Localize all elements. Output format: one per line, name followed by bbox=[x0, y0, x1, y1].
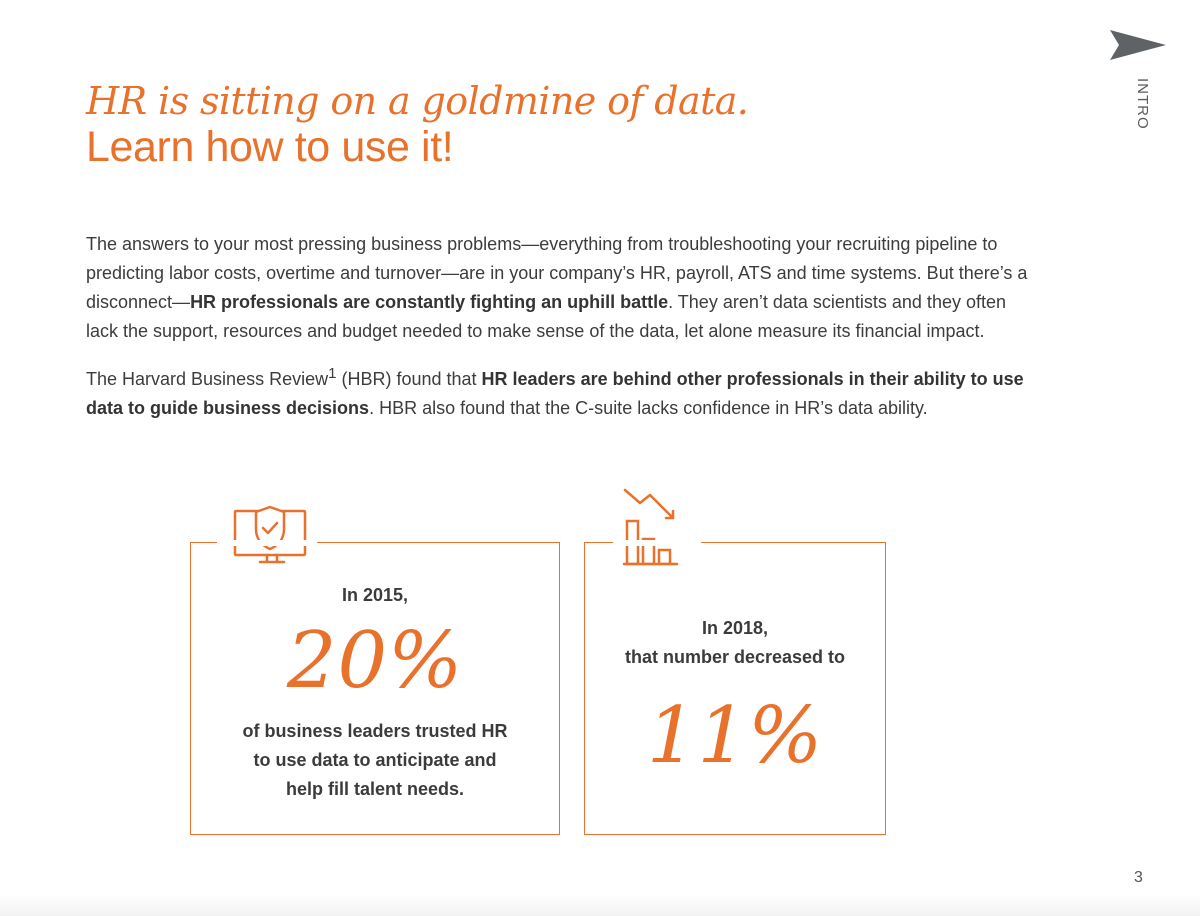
right-card-description-line-1: In 2018, bbox=[701, 618, 769, 638]
right-card-border-gap bbox=[613, 540, 701, 546]
body-copy bbox=[86, 230, 1036, 436]
left-card-percent: 20% bbox=[286, 616, 464, 706]
intro-paragraph-text-1: The answers to your most pressing business problems—everything from troubleshooting your recruiting pipeline to predicting labor costs, overtime and turnover—are in your company’s HR, payroll, ATS and time systems. But there’s a disconnect— bbox=[86, 234, 1028, 312]
corner-arrow-icon bbox=[1108, 30, 1166, 60]
page-number: 3 bbox=[1134, 869, 1143, 886]
hbr-paragraph-bold-text: HR leaders are behind other professionals in their ability to use data to guide business decisions bbox=[86, 369, 1024, 418]
left-card-description-line-1: of business leaders trusted HR bbox=[242, 721, 508, 741]
title-block bbox=[86, 79, 786, 171]
hbr-paragraph-text-2: (HBR) found that bbox=[336, 369, 482, 389]
left-card-description bbox=[191, 717, 559, 804]
intro-paragraph-bold-text: HR professionals are constantly fighting an uphill battle bbox=[190, 292, 669, 312]
left-card-description-line-2: to use data to anticipate and bbox=[253, 750, 497, 770]
left-card-description-line-3: help fill talent needs. bbox=[285, 779, 465, 799]
right-card-description-line-2: that number decreased to bbox=[624, 647, 846, 667]
left-card-border-gap bbox=[217, 540, 317, 546]
section-label: INTRO bbox=[1134, 78, 1151, 130]
hbr-paragraph bbox=[86, 359, 1036, 423]
right-stat-card bbox=[584, 542, 886, 835]
footnote-marker: 1 bbox=[328, 365, 337, 382]
page-title-main: Learn how to use it! bbox=[86, 123, 454, 171]
page-bottom-shadow bbox=[0, 894, 1200, 916]
left-stat-card bbox=[190, 542, 560, 835]
right-card-percent: 11% bbox=[646, 691, 824, 781]
page-title-script: HR is sitting on a goldmine of data. bbox=[86, 79, 749, 123]
hbr-paragraph-text-1: The Harvard Business Review bbox=[86, 369, 329, 389]
intro-paragraph bbox=[86, 230, 1036, 346]
hbr-paragraph-text-3: . HBR also found that the C-suite lacks confidence in HR’s data ability. bbox=[369, 398, 928, 418]
right-card-description bbox=[585, 614, 885, 672]
left-card-year-text: In 2015, bbox=[341, 585, 409, 605]
intro-paragraph-text-2: . They aren’t data scientists and they often lack the support, resources and budget needed to make sense of the data, let alone measure its financial impact. bbox=[86, 292, 1006, 341]
